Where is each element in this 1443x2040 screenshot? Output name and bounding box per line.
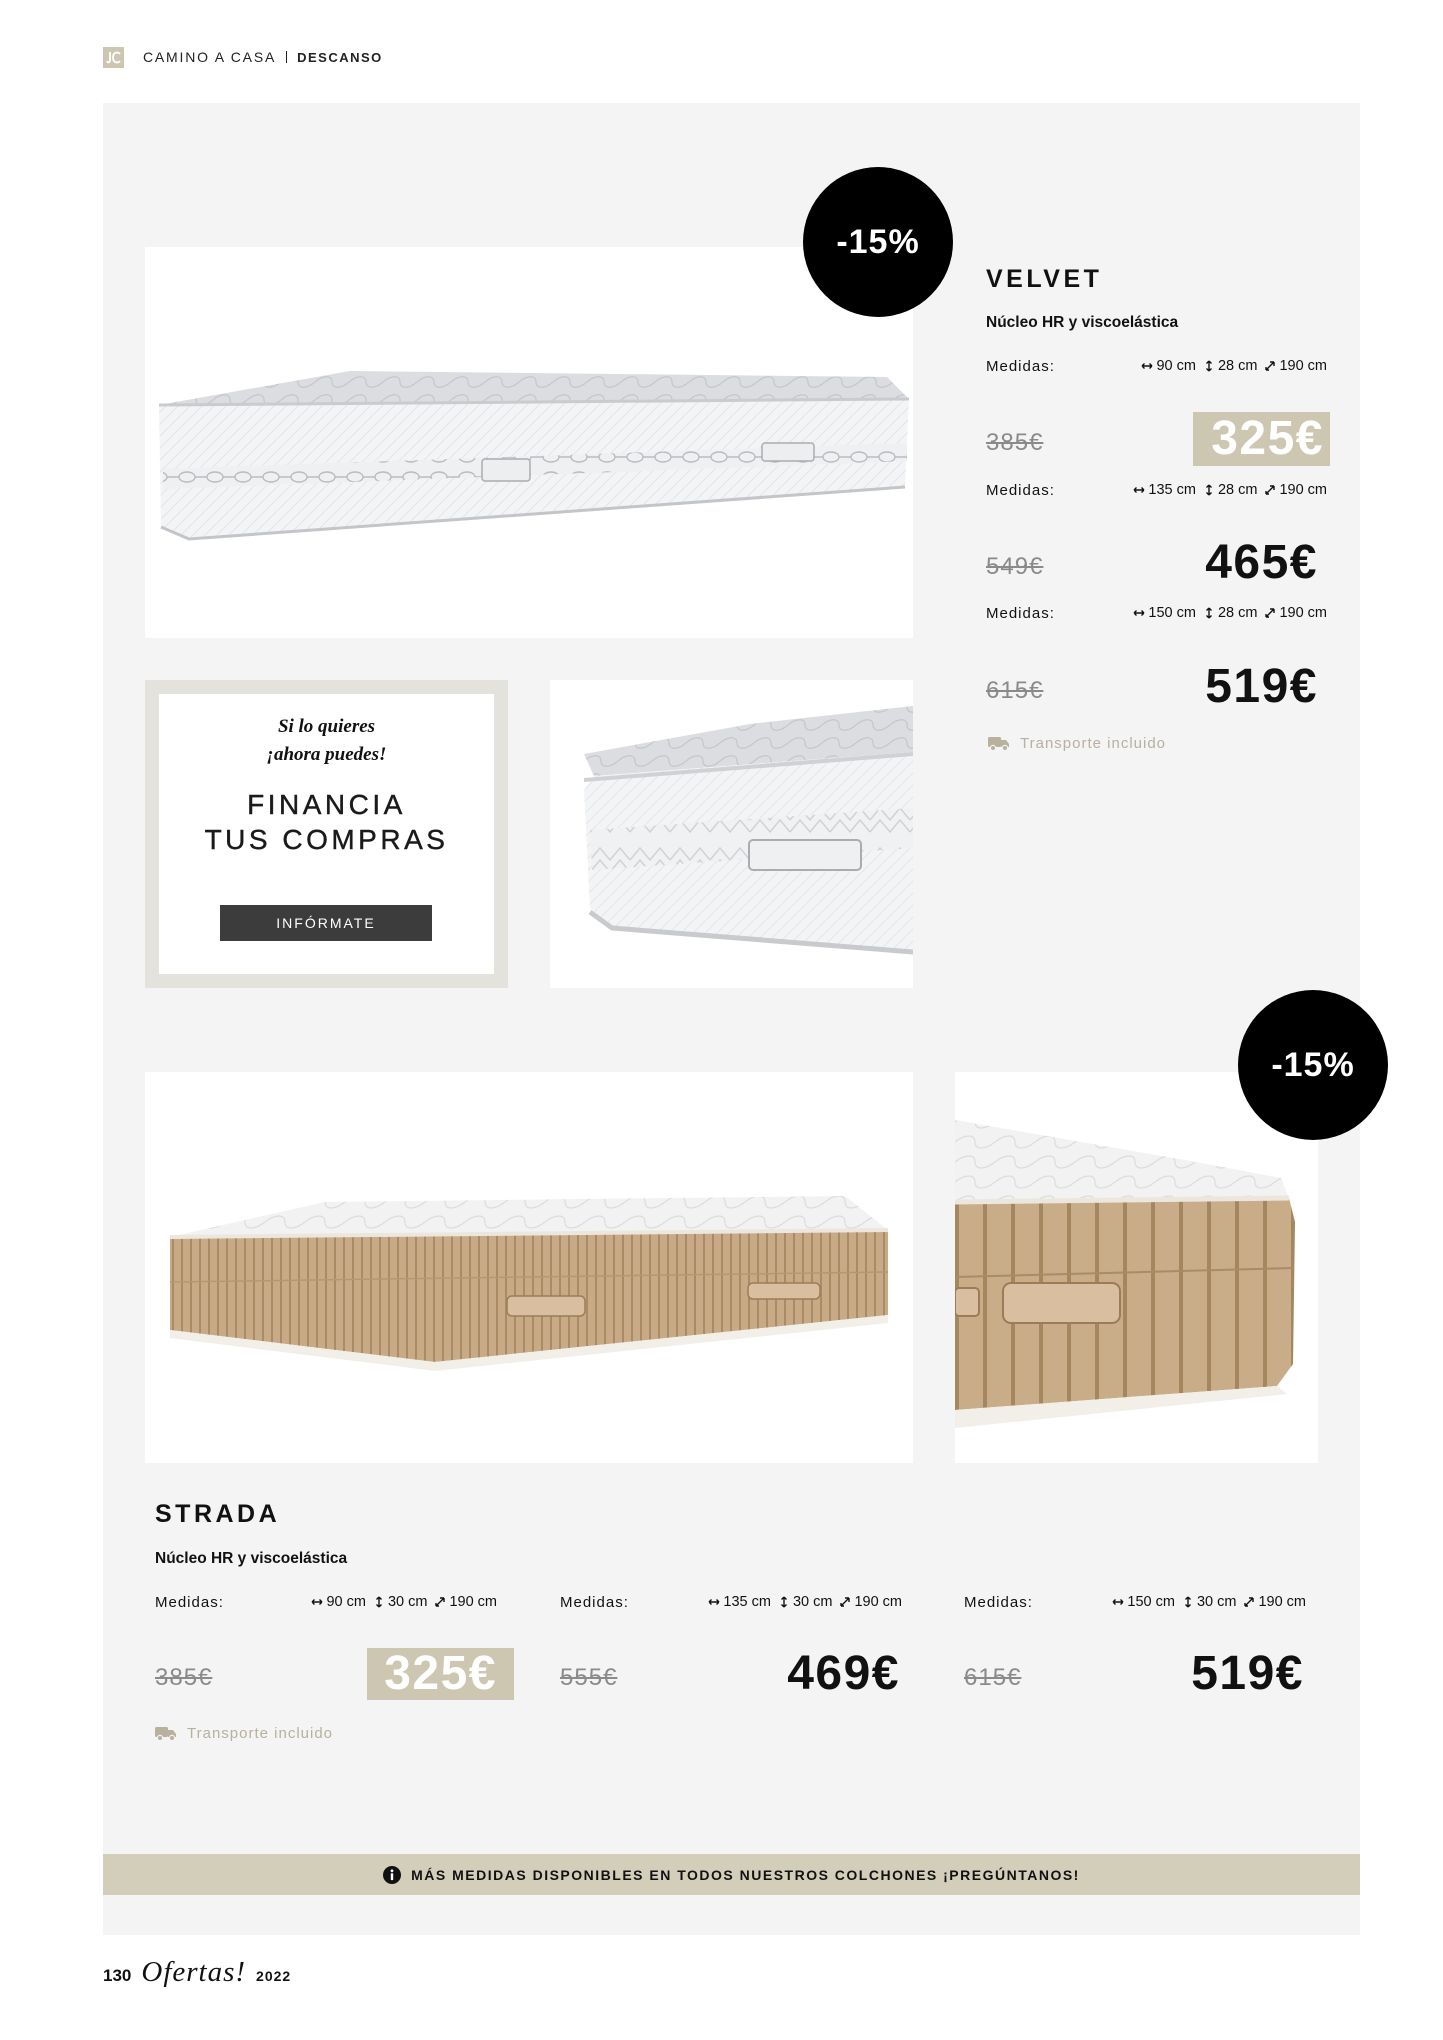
velvet-size-row [986, 603, 1327, 623]
velvet-size-row [986, 480, 1327, 500]
old-price: 615€ [986, 677, 1044, 704]
length-value: 190 cm [1279, 605, 1327, 621]
strada-mattress-corner-illustration [955, 1072, 1318, 1463]
height-value: 28 cm [1217, 605, 1258, 621]
length-arrow-icon [839, 1596, 851, 1608]
velvet-main-image [145, 247, 913, 638]
height-arrow-icon [1203, 607, 1215, 619]
length-arrow-icon [1243, 1596, 1255, 1608]
height-value: 28 cm [1217, 482, 1258, 498]
catalog-brand: Ofertas! [141, 1956, 247, 1988]
old-price: 615€ [964, 1664, 1022, 1691]
dimensions [708, 1594, 902, 1610]
truck-icon [988, 736, 1010, 751]
length-value: 190 cm [1279, 482, 1327, 498]
strada-main-image [145, 1072, 913, 1463]
strada-price-row [964, 1646, 1304, 1702]
velvet-price-row [986, 659, 1330, 715]
old-price: 385€ [155, 1664, 213, 1691]
height-value: 30 cm [792, 1594, 833, 1610]
strada-discount-badge: -15% [1238, 990, 1388, 1140]
length-value: 190 cm [1258, 1594, 1306, 1610]
strada-size-row [964, 1592, 1306, 1612]
brand-logo-icon [103, 47, 124, 68]
info-banner [103, 1854, 1360, 1895]
width-value: 90 cm [326, 1594, 366, 1610]
strada-transport-note [155, 1723, 333, 1743]
velvet-product-subtitle: Núcleo HR y viscoelástica [986, 314, 1179, 331]
dimensions [1141, 358, 1327, 374]
breadcrumb [143, 49, 383, 65]
length-value: 190 cm [449, 1594, 497, 1610]
velvet-price-row [986, 535, 1330, 591]
financing-banner [145, 680, 508, 988]
measures-label: Medidas: [155, 1593, 224, 1611]
dimensions [1112, 1594, 1306, 1610]
width-arrow-icon [311, 1596, 323, 1608]
width-arrow-icon [708, 1596, 720, 1608]
offer-price: 465€ [1205, 536, 1318, 589]
length-arrow-icon [434, 1596, 446, 1608]
strada-price-row [560, 1646, 900, 1702]
velvet-transport-note [988, 733, 1166, 753]
length-arrow-icon [1264, 360, 1276, 372]
offer-price: 325€ [367, 1648, 514, 1700]
info-icon [383, 1866, 401, 1884]
financing-title: TUS COMPRAS [204, 824, 449, 855]
strada-price-row [155, 1646, 514, 1702]
width-arrow-icon [1112, 1596, 1124, 1608]
financing-info-button[interactable]: INFÓRMATE [220, 905, 432, 941]
measures-label: Medidas: [986, 481, 1055, 499]
dimensions [1133, 482, 1327, 498]
strada-size-row [560, 1592, 902, 1612]
length-value: 190 cm [854, 1594, 902, 1610]
length-arrow-icon [1264, 484, 1276, 496]
old-price: 549€ [986, 553, 1044, 580]
measures-label: Medidas: [560, 1593, 629, 1611]
width-value: 150 cm [1127, 1594, 1175, 1610]
strada-mattress-illustration [145, 1072, 913, 1463]
height-arrow-icon [778, 1596, 790, 1608]
offer-price: 469€ [787, 1647, 900, 1700]
height-arrow-icon [1203, 484, 1215, 496]
velvet-mattress-illustration [145, 247, 913, 638]
transport-label: Transporte incluido [187, 1724, 334, 1742]
measures-label: Medidas: [986, 357, 1055, 375]
financing-title: FINANCIA [247, 789, 406, 820]
width-arrow-icon [1133, 607, 1145, 619]
measures-label: Medidas: [986, 604, 1055, 622]
financing-tagline: Si lo quieres [277, 716, 376, 737]
length-value: 190 cm [1279, 358, 1327, 374]
old-price: 385€ [986, 429, 1044, 456]
strada-size-row [155, 1592, 497, 1612]
strada-product-name: STRADA [155, 1500, 281, 1528]
width-arrow-icon [1133, 484, 1145, 496]
truck-icon [155, 1726, 177, 1741]
offer-price: 325€ [1193, 412, 1330, 466]
height-arrow-icon [1203, 360, 1215, 372]
velvet-size-row [986, 356, 1327, 376]
height-arrow-icon [1182, 1596, 1194, 1608]
height-value: 30 cm [1196, 1594, 1237, 1610]
info-banner-text: MÁS MEDIDAS DISPONIBLES EN TODOS NUESTROS COLCHONES ¡PREGÚNTANOS! [411, 1866, 1080, 1883]
offer-price: 519€ [1205, 660, 1318, 713]
strada-detail-image [955, 1072, 1318, 1463]
width-value: 150 cm [1148, 605, 1196, 621]
velvet-discount-badge: -15% [803, 167, 953, 317]
offer-price: 519€ [1191, 1647, 1304, 1700]
catalog-year: 2022 [256, 1968, 292, 1984]
transport-label: Transporte incluido [1020, 734, 1167, 752]
velvet-product-name: VELVET [986, 265, 1103, 293]
velvet-mattress-corner-illustration [550, 680, 913, 988]
height-value: 30 cm [387, 1594, 428, 1610]
width-value: 135 cm [723, 1594, 771, 1610]
measures-label: Medidas: [964, 1593, 1033, 1611]
velvet-detail-image [550, 680, 913, 988]
height-value: 28 cm [1217, 358, 1258, 374]
width-value: 135 cm [1148, 482, 1196, 498]
height-arrow-icon [373, 1596, 385, 1608]
financing-tagline: ¡ahora puedes! [266, 744, 387, 765]
page-footer [103, 1956, 291, 1990]
strada-product-subtitle: Núcleo HR y viscoelástica [155, 1550, 348, 1567]
section-title: DESCANSO [297, 49, 383, 65]
dimensions [1133, 605, 1327, 621]
old-price: 555€ [560, 1664, 618, 1691]
width-arrow-icon [1141, 360, 1153, 372]
width-value: 90 cm [1156, 358, 1196, 374]
dimensions [311, 1594, 497, 1610]
velvet-price-row [986, 411, 1330, 467]
page-number: 130 [103, 1966, 132, 1985]
catalog-title: CAMINO A CASA [143, 49, 277, 65]
breadcrumb-divider [286, 51, 287, 63]
length-arrow-icon [1264, 607, 1276, 619]
